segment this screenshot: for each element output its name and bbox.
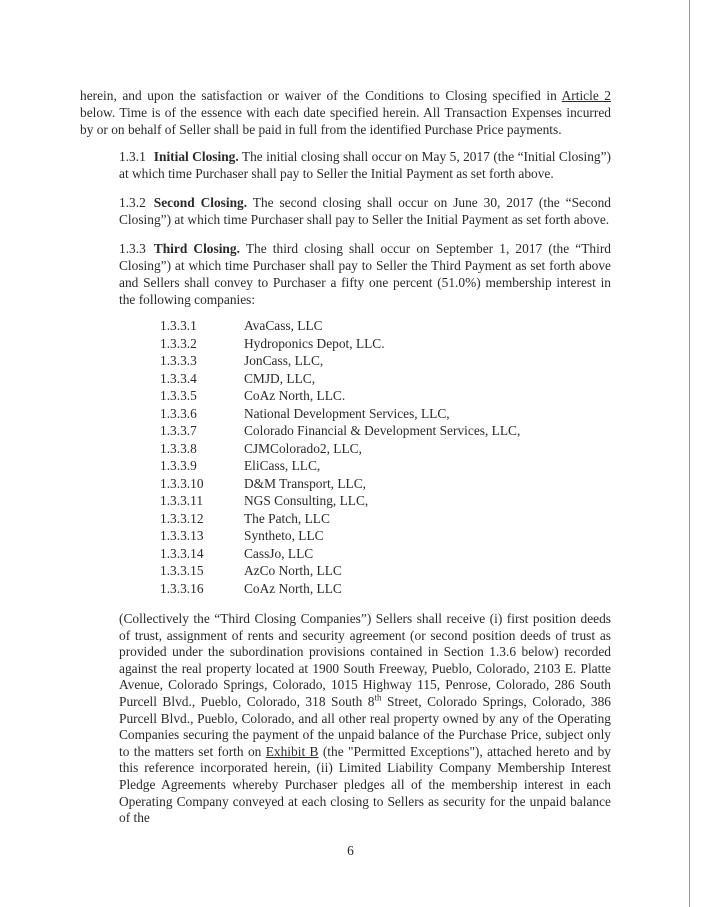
company-name: CoAz North, LLC xyxy=(244,580,342,596)
section-number: 1.3.1 xyxy=(119,149,146,164)
intro-text-continued: below. Time is of the essence with each date specified herein. All Transaction Expenses incurred by or on behalf of Seller shall be paid in full from the identified Purchase Price payments. xyxy=(80,105,611,137)
section-heading: Third Closing. xyxy=(153,241,240,256)
company-list-item xyxy=(160,352,520,370)
company-name: National Development Services, LLC, xyxy=(244,405,450,421)
collateral-text-end: (the "Permitted Exceptions"), attached hereto and by this reference incorporated herein, (ii) Limited Liability Company Membership Interest Pledge Agreements whereby Purchaser pledges all of the membership interest in each Operating Company conveyed at each closing to Sellers as security for the unpaid balance of the xyxy=(119,743,611,826)
company-list-item xyxy=(160,335,520,353)
third-closing-company-list xyxy=(160,317,520,597)
company-number: 1.3.3.11 xyxy=(160,493,204,508)
exhibit-b-reference: Exhibit B xyxy=(265,743,319,759)
company-name: CJMColorado2, LLC, xyxy=(244,440,362,456)
company-number: 1.3.3.4 xyxy=(160,370,197,386)
company-list-item xyxy=(160,440,520,458)
company-list-item xyxy=(160,422,520,440)
company-number: 1.3.3.5 xyxy=(160,388,197,403)
company-name: Hydroponics Depot, LLC. xyxy=(244,335,385,351)
company-number: 1.3.3.14 xyxy=(160,545,204,561)
page-number: 6 xyxy=(347,843,354,858)
company-name: D&M Transport, LLC, xyxy=(244,475,367,491)
company-number: 1.3.3.13 xyxy=(160,528,204,543)
company-number: 1.3.3.6 xyxy=(160,405,197,421)
company-name: The Patch, LLC xyxy=(244,510,330,526)
article-2-reference: Article 2 xyxy=(561,88,611,103)
company-list-item xyxy=(160,387,520,405)
company-list-item xyxy=(160,405,520,423)
company-number: 1.3.3.1 xyxy=(160,318,197,333)
company-name: EliCass, LLC, xyxy=(244,458,321,473)
company-list-item xyxy=(160,527,520,545)
company-name: Syntheto, LLC xyxy=(244,528,324,543)
collateral-text: (Collectively the “Third Closing Companies”) Sellers shall receive (i) first position deeds of trust, assignment of rents and security agreement (or second position deeds of trust as provided under the subordination provisions contained in Section 1.3.6 below) recorded against the real property located at 1900 South Freeway, Pueblo, Colorado, 2103 E. Platte Avenue, Colorado Springs, Colorado, 1015 Highway 115, Penrose, Colorado, 286 South Purcell Blvd., Pueblo, Colorado, 318 South 8 xyxy=(119,611,611,709)
collateral-paragraph xyxy=(119,611,611,827)
section-heading: Initial Closing. xyxy=(153,149,239,164)
section-number: 1.3.2 xyxy=(119,195,146,210)
company-number: 1.3.3.2 xyxy=(160,335,197,351)
company-name: NGS Consulting, LLC, xyxy=(244,493,369,508)
company-list-item xyxy=(160,510,520,528)
company-list-item xyxy=(160,317,520,335)
company-name: Colorado Financial & Development Services, LLC, xyxy=(244,423,521,438)
company-name: AvaCass, LLC xyxy=(244,318,323,333)
company-list-item xyxy=(160,475,520,493)
section-text: The second closing shall occur on June 30, 2017 (the “Second Closing”) at which time Purchaser shall pay to Seller the Initial Payment as set forth above. xyxy=(119,195,612,227)
section-heading: Second Closing. xyxy=(153,195,248,210)
company-name: JonCass, LLC, xyxy=(244,353,324,368)
company-number: 1.3.3.7 xyxy=(160,423,197,438)
company-list-item xyxy=(160,492,520,510)
company-list-item xyxy=(160,545,520,563)
company-list-item xyxy=(160,370,520,388)
section-text: The initial closing shall occur on May 5, 2017 (the “Initial Closing”) at which time Purchaser shall pay to Seller the Initial Payment as set forth above. xyxy=(119,149,611,181)
company-number: 1.3.3.16 xyxy=(160,580,204,596)
section-1-3-1 xyxy=(119,148,611,182)
company-name: AzCo North, LLC xyxy=(244,563,342,578)
company-number: 1.3.3.15 xyxy=(160,563,204,578)
section-number: 1.3.3 xyxy=(119,241,146,256)
company-list-item xyxy=(160,580,520,598)
intro-paragraph xyxy=(80,87,611,138)
section-text: The third closing shall occur on September 1, 2017 (the “Third Closing”) at which time Purchaser shall pay to Seller the Third Payment as set forth above and Sellers shall convey to Purchaser a fifty one percent (51.0%) membership interest in the following companies: xyxy=(119,241,611,307)
company-number: 1.3.3.3 xyxy=(160,353,197,368)
company-name: CassJo, LLC xyxy=(244,545,314,561)
company-list-item xyxy=(160,562,520,580)
company-number: 1.3.3.10 xyxy=(160,475,204,491)
company-number: 1.3.3.9 xyxy=(160,458,197,473)
section-1-3-2 xyxy=(119,194,611,228)
scan-edge-line xyxy=(689,0,690,907)
company-number: 1.3.3.12 xyxy=(160,510,204,526)
company-name: CoAz North, LLC. xyxy=(244,388,346,403)
company-number: 1.3.3.8 xyxy=(160,440,197,456)
intro-text: herein, and upon the satisfaction or waiver of the Conditions to Closing specified in xyxy=(80,88,562,103)
company-list-item xyxy=(160,457,520,475)
section-1-3-3 xyxy=(119,240,611,308)
ordinal-superscript: th xyxy=(374,692,382,703)
collateral-text-continued: Street, Colorado Springs, Colorado, 386 Purcell Blvd., Pueblo, Colorado, and all other real property owned by any of the Operating Companies securing the payment of the unpaid balance of the Purchase Price, subject only to the matters set forth on xyxy=(119,693,611,759)
company-name: CMJD, LLC, xyxy=(244,370,316,386)
